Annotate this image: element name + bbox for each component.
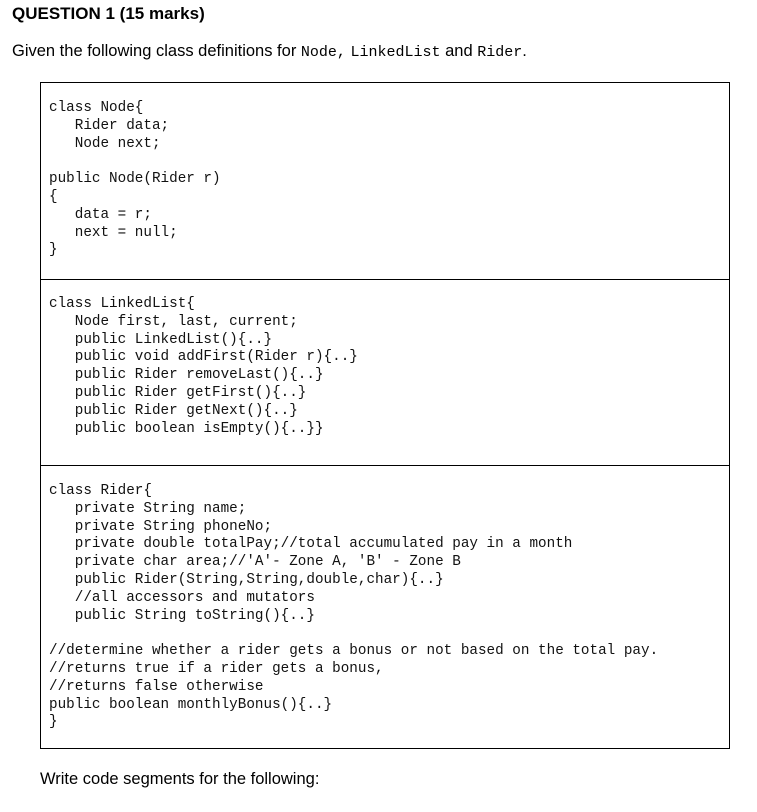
rider-class-code: class Rider{ private String name; private String phoneNo; private double totalPay;//total accumulated pay in a month private char area;//'A'- Zone A, 'B' - Zone B public Rider(String,String,double,char){..} //all accessors and mutators public String toString(){..} //determine whether a rider gets a bonus or not based on the total pay. //returns true if a rider gets a bonus, //returns false otherwise public boolean monthlyBonus(){..} } [49,483,659,731]
node-class-cell [41,83,729,279]
rider-class-cell [41,465,729,748]
class-name-rider: Rider [477,44,523,61]
class-name-node: Node, [300,44,346,61]
node-class-code: class Node{ Rider data; Node next; public Node(Rider r) { data = r; next = null; } [49,100,221,259]
instruction-text: Write code segments for the following: [40,770,320,788]
class-definitions-table [40,82,730,749]
intro-and: and [440,42,478,60]
intro-sentence [12,42,527,61]
linkedlist-class-code: class LinkedList{ Node first, last, current; public LinkedList(){..} public void addFirst(Rider r){..} public Rider removeLast(){..} public Rider getFirst(){..} public Rider getNext(){..} public boolean isEmpty(){..}} [49,296,358,437]
intro-prefix: Given the following class definitions for [12,42,301,60]
intro-suffix: . [522,42,527,60]
class-name-linkedlist: LinkedList [350,44,441,61]
question-title: QUESTION 1 (15 marks) [12,4,205,23]
linkedlist-class-cell [41,279,729,465]
